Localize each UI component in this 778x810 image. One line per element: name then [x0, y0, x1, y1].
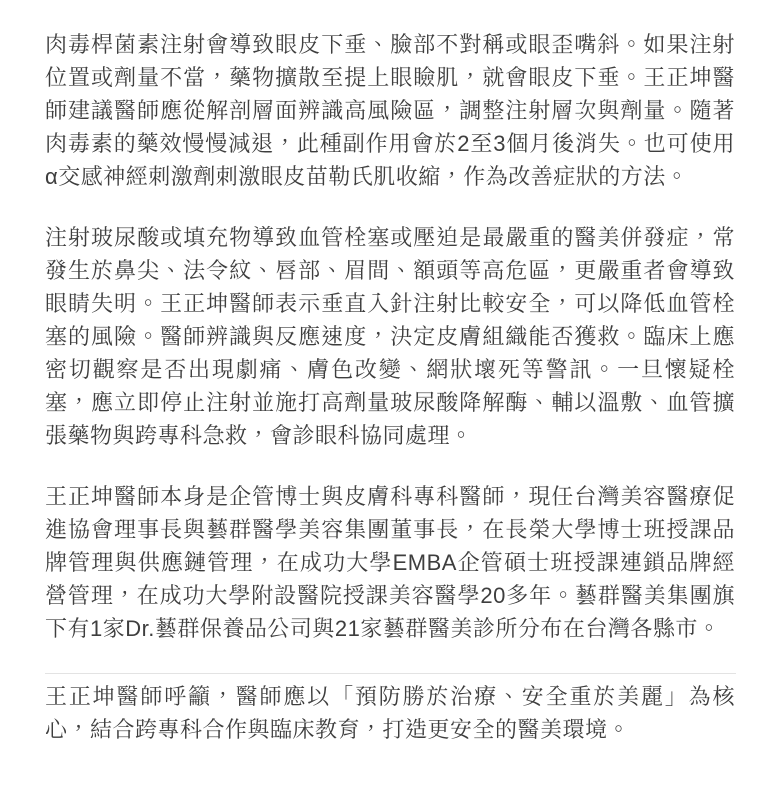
paragraph-doctor-biography: 王正坤醫師本身是企管博士與皮膚科專科醫師，現任台灣美容醫療促進協會理事長與藝群醫學美容集團董事長，在長榮大學博士班授課品牌管理與供應鏈管理，在成功大學EMBA企管碩士班授課連鎖品牌經營管理，在成功大學附設醫院授課美容醫學20多年。藝群醫美集團旗下有1家Dr.藝群保養品公司與21家藝群醫美診所分布在台灣各縣市。: [45, 484, 735, 641]
section-divider: [45, 673, 736, 674]
paragraph-doctor-appeal: 王正坤醫師呼籲，醫師應以「預防勝於治療、安全重於美麗」為核心，結合跨專科合作與臨床教育，打造更安全的醫美環境。: [45, 684, 735, 742]
paragraph-botox-side-effects: 肉毒桿菌素注射會導致眼皮下垂、臉部不對稱或眼歪嘴斜。如果注射位置或劑量不當，藥物擴散至提上眼瞼肌，就會眼皮下垂。王正坤醫師建議醫師應從解剖層面辨識高風險區，調整注射層次與劑量。隨著肉毒素的藥效慢慢減退，此種副作用會於2至3個月後消失。也可使用α交感神經刺激劑刺激眼皮苗勒氏肌收縮，作為改善症狀的方法。: [45, 32, 735, 189]
paragraph-filler-embolism: 注射玻尿酸或填充物導致血管栓塞或壓迫是最嚴重的醫美併發症，常發生於鼻尖、法令紋、唇部、眉間、額頭等高危區，更嚴重者會導致眼睛失明。王正坤醫師表示垂直入針注射比較安全，可以降低血管栓塞的風險。醫師辨識與反應速度，決定皮膚組織能否獲救。臨床上應密切觀察是否出現劇痛、膚色改變、網狀壞死等警訊。一旦懷疑栓塞，應立即停止注射並施打高劑量玻尿酸降解酶、輔以溫敷、血管擴張藥物與跨專科急救，會診眼科協同處理。: [45, 225, 735, 448]
